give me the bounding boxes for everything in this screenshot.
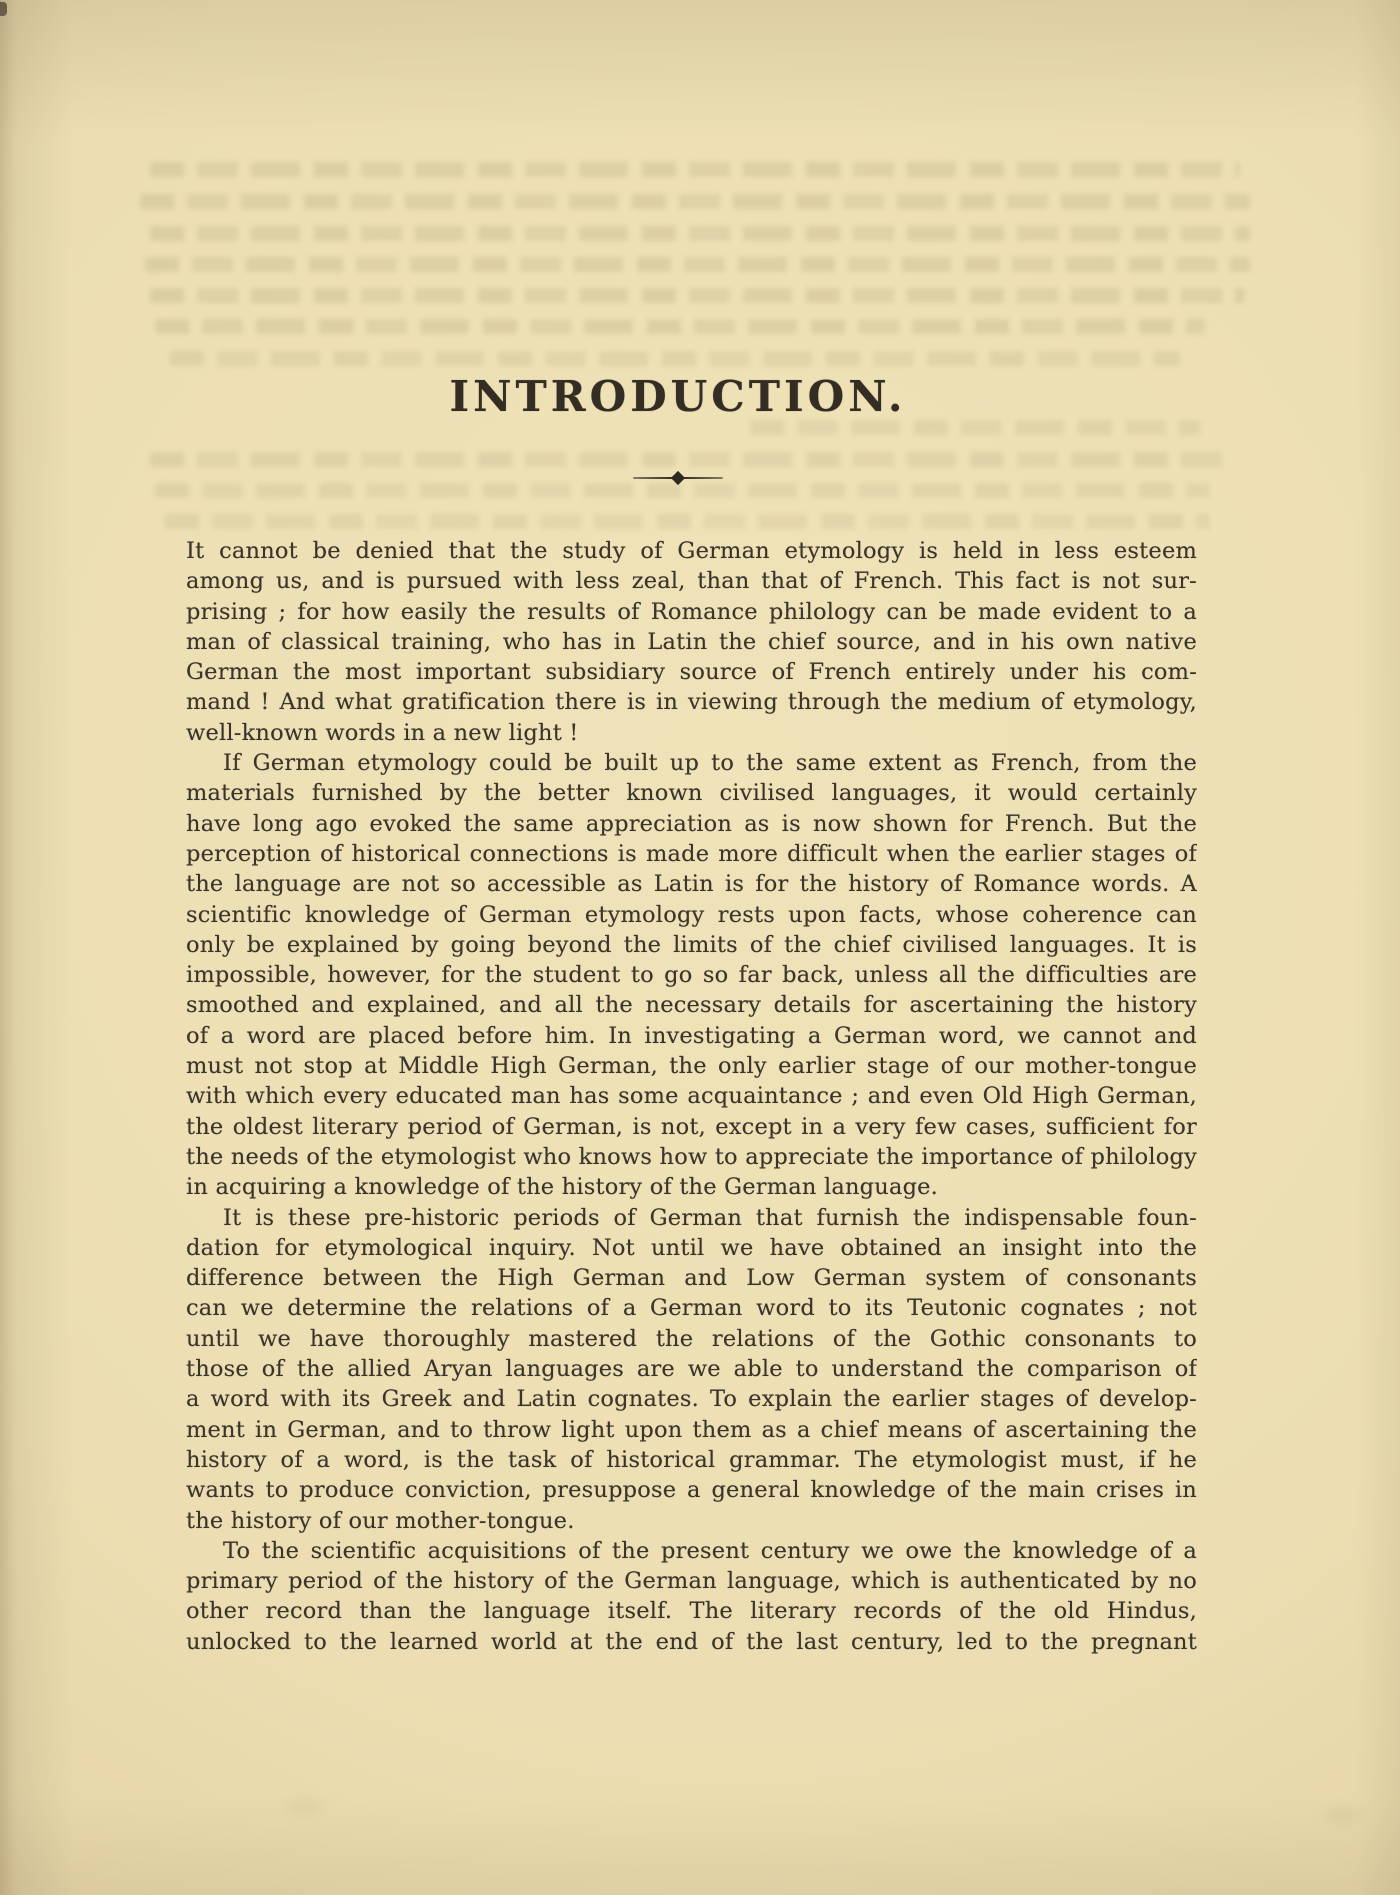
- bleed-through-line: [140, 194, 1250, 209]
- bleed-through-line: [155, 319, 1205, 334]
- paragraph: [186, 536, 1197, 748]
- text-line: the history of our mother-tongue.: [186, 1507, 575, 1534]
- paper-smudge: [285, 1800, 325, 1812]
- text-line: wants to produce conviction, presuppose a general knowledge of the main crises in: [186, 1477, 1197, 1504]
- text-line: It is these pre-historic periods of German that furnish the indispensable foun-: [223, 1204, 1197, 1231]
- text-line: difference between the High German and Low German system of consonants: [186, 1265, 1197, 1292]
- text-line: mand ! And what gratification there is in viewing through the medium of etymology,: [186, 689, 1197, 716]
- text-line: among us, and is pursued with less zeal, than that of French. This fact is not sur-: [186, 568, 1197, 595]
- text-line: the needs of the etymologist who knows how to appreciate the importance of philology: [186, 1143, 1197, 1170]
- text-line: ment in German, and to throw light upon them as a chief means of ascertaining the: [186, 1416, 1197, 1443]
- paragraph: [186, 748, 1197, 1202]
- bleed-through-line: [165, 514, 1210, 529]
- body-text-block: [186, 536, 1197, 1657]
- divider-rule-left: [633, 477, 675, 480]
- text-line: in acquiring a knowledge of the history of the German language.: [186, 1174, 939, 1201]
- page-title: INTRODUCTION.: [449, 372, 907, 421]
- text-line: To the scientific acquisitions of the present century we owe the knowledge of a: [223, 1537, 1197, 1564]
- text-line: unlocked to the learned world at the end of the last century, led to the pregnant: [186, 1628, 1197, 1655]
- text-line: If German etymology could be built up to the same extent as French, from the: [223, 750, 1197, 777]
- text-line: a word with its Greek and Latin cognates. To explain the earlier stages of develop-: [186, 1386, 1197, 1413]
- bleed-through-line: [145, 257, 1250, 272]
- text-line: until we have thoroughly mastered the relations of the Gothic consonants to: [186, 1325, 1197, 1352]
- text-line: have long ago evoked the same appreciation as is now shown for French. But the: [186, 810, 1197, 837]
- text-line: must not stop at Middle High German, the only earlier stage of our mother-tongue: [186, 1053, 1197, 1080]
- section-divider-ornament: [173, 471, 1183, 485]
- bleed-through-line: [150, 452, 1230, 467]
- bleed-through-line: [750, 420, 1200, 435]
- text-line: with which every educated man has some acquaintance ; and even Old High German,: [186, 1083, 1197, 1110]
- text-line: of a word are placed before him. In investigating a German word, we cannot and: [186, 1022, 1197, 1049]
- diamond-icon: [671, 471, 685, 485]
- divider-rule-right: [681, 477, 723, 480]
- bleed-through-line: [150, 226, 1250, 241]
- text-line: can we determine the relations of a German word to its Teutonic cognates ; not: [186, 1295, 1197, 1322]
- text-line: perception of historical connections is made more difficult when the earlier stages of: [186, 840, 1197, 867]
- bleed-through-line: [150, 162, 1240, 177]
- text-line: man of classical training, who has in Latin the chief source, and in his own native: [186, 628, 1197, 655]
- text-line: those of the allied Aryan languages are we able to understand the comparison of: [186, 1356, 1197, 1383]
- bleed-through-line: [155, 483, 1210, 498]
- text-line: the language are not so accessible as Latin is for the history of Romance words. A: [186, 871, 1197, 898]
- text-line: impossible, however, for the student to go so far back, unless all the difficulties are: [186, 962, 1197, 989]
- text-line: primary period of the history of the German language, which is authenticated by no: [186, 1568, 1197, 1595]
- scan-artifact-speck: [0, 2, 7, 16]
- text-line: only be explained by going beyond the limits of the chief civilised languages. It is: [186, 931, 1197, 958]
- text-line: German the most important subsidiary source of French entirely under his com-: [186, 659, 1197, 686]
- paragraph: [186, 1203, 1197, 1536]
- bleed-through-line: [150, 288, 1245, 303]
- text-line: smoothed and explained, and all the necessary details for ascertaining the history: [186, 992, 1197, 1019]
- text-line: the oldest literary period of German, is not, except in a very few cases, sufficient for: [186, 1113, 1197, 1140]
- text-line: well-known words in a new light !: [186, 719, 579, 746]
- text-line: prising ; for how easily the results of Romance philology can be made evident to a: [186, 598, 1197, 625]
- text-line: history of a word, is the task of historical grammar. The etymologist must, if he: [186, 1446, 1197, 1473]
- text-line: dation for etymological inquiry. Not until we have obtained an insight into the: [186, 1234, 1197, 1261]
- text-line: materials furnished by the better known civilised languages, it would certainly: [186, 780, 1197, 807]
- paper-smudge: [1325, 1808, 1359, 1822]
- paragraph: [186, 1536, 1197, 1657]
- text-line: other record than the language itself. The literary records of the old Hindus,: [186, 1598, 1197, 1625]
- text-line: scientific knowledge of German etymology rests upon facts, whose coherence can: [186, 901, 1197, 928]
- text-line: It cannot be denied that the study of German etymology is held in less esteem: [186, 538, 1197, 564]
- bleed-through-line: [170, 351, 1180, 366]
